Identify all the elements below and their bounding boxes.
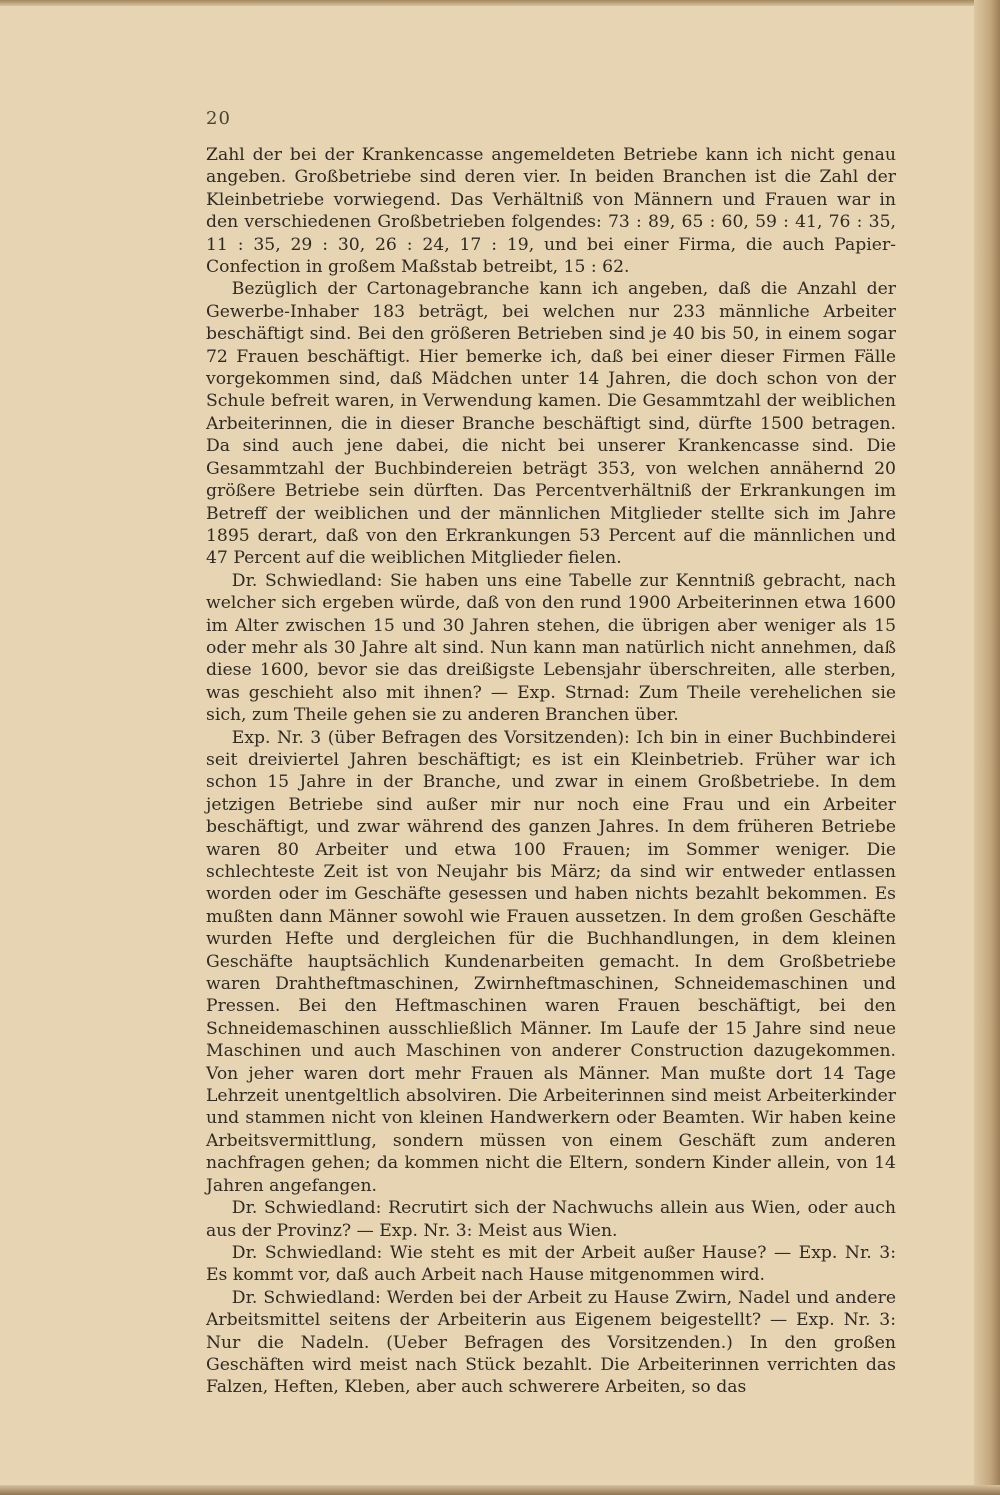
paragraph-4: Exp. Nr. 3 (über Befragen des Vorsitzenden): Ich bin in einer Buchbinderei seit dreiviertel Jahren beschäftigt; es ist ein Kleinbetrieb. Früher war ich schon 15 Jahre in der Branche, und zwar in einem Großbetriebe. In dem jetzigen Betriebe sind außer mir nur noch eine Frau und ein Arbeiter beschäftigt, und zwar während des ganzen Jahres. In dem früheren Betriebe waren 80 Arbeiter und etwa 100 Frauen; im Sommer weniger. Die schlechteste Zeit ist von Neujahr bis März; da sind wir entweder entlassen worden oder im Geschäfte gesessen und haben nichts bezahlt bekommen. Es mußten dann Männer sowohl wie Frauen aussetzen. In dem großen Geschäfte wurden Hefte und dergleichen für die Buchhandlungen, in dem kleinen Geschäfte hauptsächlich Kundenarbeiten gemacht. In dem Großbetriebe waren Drahtheftmaschinen, Zwirnheftmaschinen, Schneidemaschinen und Pressen. Bei den Heftmaschinen waren Frauen beschäftigt, bei den Schneidemaschinen ausschließlich Männer. Im Laufe der 15 Jahre sind neue Maschinen und auch Maschinen von anderer Construction dazugekommen. Von jeher waren dort mehr Frauen als Männer. Man mußte dort 14 Tage Lehrzeit unentgeltlich absolviren. Die Arbeiterinnen sind meist Arbeiterkinder und stammen nicht von kleinen Handwerkern oder Beamten. Wir haben keine Arbeitsvermittlung, sondern müssen von einem Geschäft zum anderen nachfragen gehen; da kommen nicht die Eltern, sondern Kinder allein, von 14 Jahren angefangen.	[206, 727, 896, 1196]
paragraph-2: Bezüglich der Cartonagebranche kann ich angeben, daß die Anzahl der Gewerbe-Inhaber 183 beträgt, bei welchen nur 233 männliche Arbeiter beschäftigt sind. Bei den größeren Betrieben sind je 40 bis 50, in einem sogar 72 Frauen beschäftigt. Hier bemerke ich, daß bei einer dieser Firmen Fälle vorgekommen sind, daß Mädchen unter 14 Jahren, die doch schon von der Schule befreit waren, in Verwendung kamen. Die Gesammtzahl der weiblichen Arbeiterinnen, die in dieser Branche beschäftigt sind, dürfte 1500 betragen. Da sind auch jene dabei, die nicht bei unserer Krankencasse sind. Die Gesammtzahl der Buchbindereien beträgt 353, von welchen annähernd 20 größere Betriebe sein dürften. Das Percentverhältniß der Erkrankungen im Betreff der weiblichen und der männlichen Mitglieder stellte sich im Jahre 1895 derart, daß von den Erkrankungen 53 Percent auf die männlichen und 47 Percent auf die weiblichen Mitglieder fielen.	[206, 279, 896, 569]
paragraph-3: Dr. Schwiedland: Sie haben uns eine Tabelle zur Kenntniß gebracht, nach welcher sich ergeben würde, daß von den rund 1900 Arbeiterinnen etwa 1600 im Alter zwischen 15 und 30 Jahren stehen, die übrigen aber weniger als 15 oder mehr als 30 Jahre alt sind. Nun kann man natürlich nicht annehmen, daß diese 1600, bevor sie das dreißigste Lebensjahr überschreiten, alle sterben, was geschieht also mit ihnen? — Exp. Strnad: Zum Theile verehelichen sie sich, zum Theile gehen sie zu anderen Branchen über.	[206, 570, 896, 726]
paragraph-6: Dr. Schwiedland: Wie steht es mit der Arbeit außer Hause? — Exp. Nr. 3: Es kommt vor, daß auch Arbeit nach Hause mitgenommen wird.	[206, 1242, 896, 1286]
paragraph-1: Zahl der bei der Krankencasse angemeldeten Betriebe kann ich nicht genau angeben. Großbetriebe sind deren vier. In beiden Branchen ist die Zahl der Kleinbetriebe vorwiegend. Das Verhältniß von Männern und Frauen war in den verschiedenen Großbetrieben folgendes: 73 : 89, 65 : 60, 59 : 41, 76 : 35, 11 : 35, 29 : 30, 26 : 24, 17 : 19, und bei einer Firma, die auch Papier-Confection in großem Maßstab betreibt, 15 : 62.	[206, 145, 896, 278]
paragraph-7: Dr. Schwiedland: Werden bei der Arbeit zu Hause Zwirn, Nadel und andere Arbeitsmittel seitens der Arbeiterin aus Eigenem beigestellt? — Exp. Nr. 3: Nur die Nadeln. (Ueber Befragen des Vorsitzenden.) In den großen Geschäften wird meist nach Stück bezahlt. Die Arbeiterinnen verrichten das Falzen, Heften, Kleben, aber auch schwerere Arbeiten, so das	[206, 1287, 896, 1398]
page-bottom-edge	[0, 1485, 1000, 1495]
page-top-edge	[0, 0, 1000, 6]
page-number: 20	[206, 108, 231, 129]
body-text	[206, 144, 896, 1399]
paragraph-5: Dr. Schwiedland: Recrutirt sich der Nachwuchs allein aus Wien, oder auch aus der Provinz? — Exp. Nr. 3: Meist aus Wien.	[206, 1198, 896, 1241]
page-right-edge	[974, 0, 1000, 1495]
